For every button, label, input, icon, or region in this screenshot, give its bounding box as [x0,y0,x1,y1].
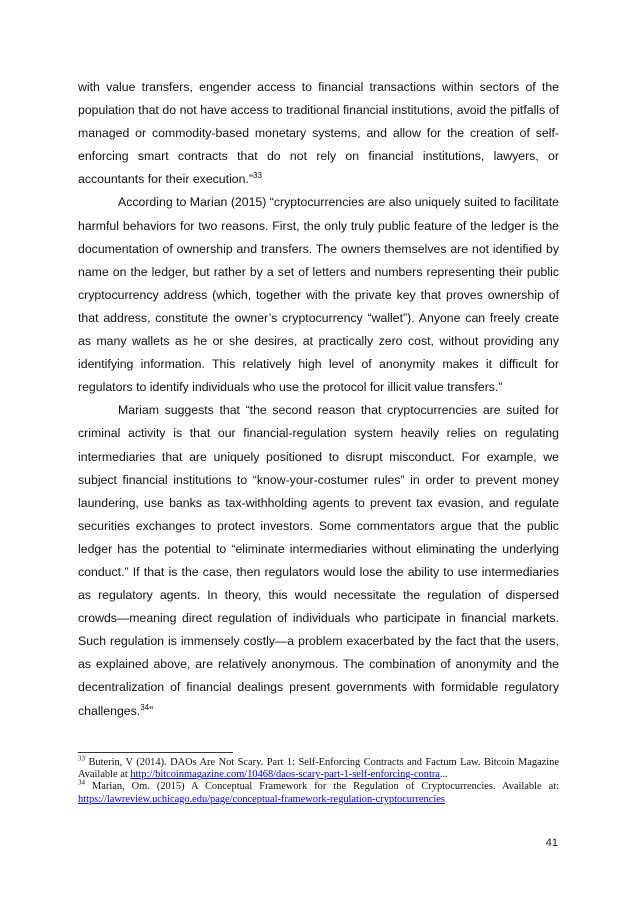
footnote-ref-34[interactable]: 34 [140,702,150,712]
footnote-link[interactable]: https://lawreview.uchicago.edu/page/conceptual-framework-regulation-cryptocurrencies [78,793,445,805]
footnotes [78,754,559,806]
footnote-ref-33[interactable]: 33 [253,171,262,181]
body-text [78,76,559,723]
paragraph-3-text: Mariam suggests that “the second reason that cryptocurrencies are suited for criminal activity is that our financial-regulation system heavily relies on regulating intermediaries that are uniquely positioned to disrupt misconduct. For example, we subject financial institutions to “know-your-costumer rules” in order to prevent money laundering, use banks as tax-withholding agents to prevent tax evasion, and regulate securities exchanges to protect investors. Some commentators argue that the public ledger has the potential to “eliminate intermediaries without eliminating the underlying conduct.” If that is the case, then regulators would lose the ability to use intermediaries as regulatory agents. In theory, this would necessitate the regulation of dispersed crowds—meaning direct regulation of individuals who participate in financial markets. Such regulation is immensely costly—a problem exacerbated by the fact that the users, as explained above, are relatively anonymous. The combination of anonymity and the decentralization of financial dealings present governments with formidable regulatory challenges. [78,403,559,718]
footnote-text: Buterin, V (2014). DAOs Are Not Scary. Part 1: Self-Enforcing Contracts and Factum Law. Bitcoin Magazine Available at [78,757,559,781]
paragraph-3-end: ” [149,703,154,718]
footnote-number: 33 [78,754,85,763]
footnote-link[interactable]: http://bitcoinmagazine.com/10468/daos-scary-part-1-self-enforcing-contra [130,769,440,781]
footnote-ellipsis: ... [439,769,448,781]
paragraph-1 [78,76,559,191]
page-number: 41 [545,837,558,849]
footnote-34 [78,778,559,805]
footnote-number: 34 [78,778,85,787]
paragraph-2: According to Marian (2015) “cryptocurrencies are also uniquely suited to facilitate harmful behaviors for two reasons. First, the only truly public feature of the ledger is the documentation of ownership and transfers. The owners themselves are not identified by name on the ledger, but rather by a set of letters and numbers representing their public cryptocurrency address (which, together with the private key that proves ownership of that address, constitute the owner’s cryptocurrency “wallet”). Anyone can freely create as many wallets as he or she desires, at practically zero cost, without providing any identifying information. This relatively high level of anonymity makes it difficult for regulators to identify individuals who use the protocol for illicit value transfers.” [78,195,559,395]
footnote-text: Marian, Om. (2015) A Conceptual Framework for the Regulation of Cryptocurrencies. Available at: [92,781,559,793]
paragraph-1-text: with value transfers, engender access to financial transactions within sectors of the population that do not have access to traditional financial institutions, avoid the pitfalls of managed or commodity-based monetary systems, and allow for the creation of self-enforcing smart contracts that do not rely on financial institutions, lawyers, or accountants for their execution.” [78,80,559,187]
footnote-divider [78,752,233,753]
paragraph-3 [78,399,559,722]
footnote-33 [78,754,559,781]
